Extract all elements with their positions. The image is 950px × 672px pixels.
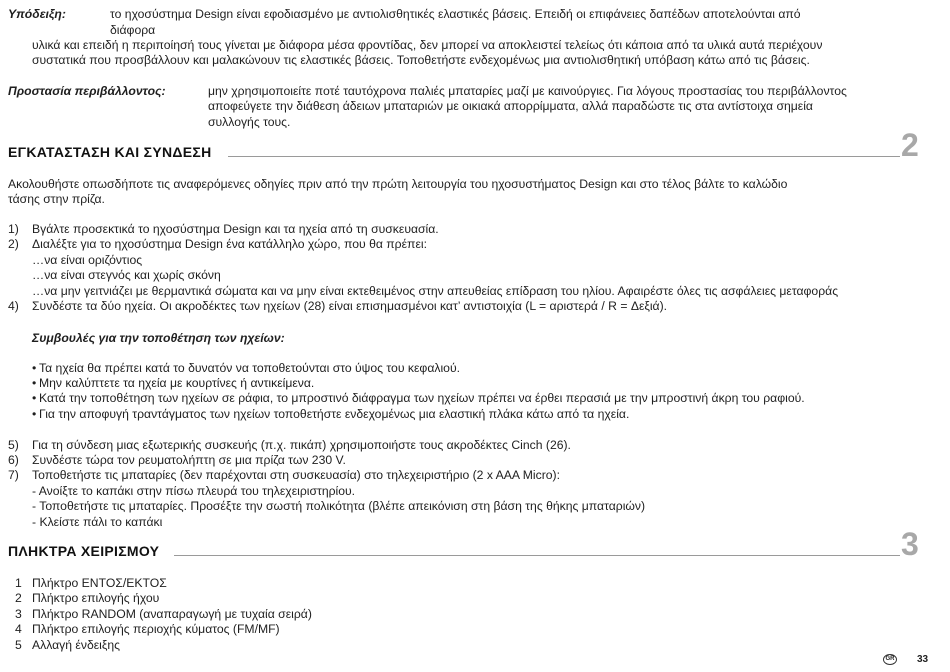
step-number: 1) [8, 222, 19, 236]
environment-label: Προστασία περιβάλλοντος: [8, 84, 166, 98]
environment-line: συλλογής τους. [208, 115, 291, 129]
tip-text: Τα ηχεία θα πρέπει κατά το δυνατόν να τοποθετούνται στο ύψος του κεφαλιού. [39, 361, 460, 375]
sub-item: …να είναι οριζόντιος [32, 253, 143, 267]
step-text: Συνδέστε τώρα τον ρευματολήπτη σε μια πρίζα των 230 V. [32, 453, 346, 467]
section-number: 2 [901, 127, 919, 163]
key-label: Αλλαγή ένδειξης [32, 638, 120, 652]
key-label: Πλήκτρο ΕΝΤΟΣ/ΕΚΤΟΣ [32, 576, 167, 590]
intro-line: τάσης στην πρίζα. [8, 192, 105, 206]
sub-item: …να μην γειτνιάζει με θερμαντικά σώματα και να μην είναι εκτεθειμένος στην απευθείας επίδραση του ηλίου. Αφαιρέστε όλες τις ασφάλειες μεταφοράς [32, 284, 839, 298]
key-number: 3 [15, 607, 22, 621]
key-number: 5 [15, 638, 22, 652]
note-line: υλικά και επειδή η περιποίησή τους γίνεται με διάφορα μέσα φροντίδας, δεν μπορεί να αποκλειστεί τελείως ότι κάποια από τα υλικά αυτά περιέχουν [32, 38, 823, 52]
note-line: συστατικά που προσβάλλουν και μαλακώνουν τις ελαστικές βάσεις. Τοποθετήστε ενδεχομένως μια αντιολισθητική υπόβαση κάτω από τις βάσεις. [32, 53, 810, 67]
section-number: 3 [901, 526, 919, 562]
tip-text: Μην καλύπτετε τα ηχεία με κουρτίνες ή αντικείμενα. [39, 376, 315, 390]
language-badge: GR [883, 654, 897, 665]
key-label: Πλήκτρο επιλογής ήχου [32, 591, 160, 605]
note-line: διάφορα [110, 23, 156, 37]
section-rule [228, 156, 900, 157]
bullet-icon: • [32, 391, 37, 405]
step-text: Συνδέστε τα δύο ηχεία. Οι ακροδέκτες των ηχείων (28) είναι επισημασμένοι κατ’ αντιστοιχία (L = αριστερά / R = Δεξιά). [32, 299, 668, 313]
section-title: ΕΓΚΑΤΑΣΤΑΣΗ ΚΑΙ ΣΥΝΔΕΣΗ [8, 144, 212, 160]
step-text: Διαλέξτε για το ηχοσύστημα Design ένα κατάλληλο χώρο, που θα πρέπει: [32, 237, 427, 251]
note-line: το ηχοσύστημα Design είναι εφοδιασμένο με αντιολισθητικές ελαστικές βάσεις. Επειδή οι επιφάνειες δαπέδων αποτελούνται από [110, 7, 801, 21]
key-number: 1 [15, 576, 22, 590]
battery-step: - Τοποθετήστε τις μπαταρίες. Προσέξτε την σωστή πολικότητα (βλέπε απεικόνιση στη βάση της θήκης μπαταριών) [32, 499, 646, 513]
tip-text: Κατά την τοποθέτηση των ηχείων σε ράφια, το μπροστινό διάφραγμα των ηχείων πρέπει να έρθει περασιά με την μπροστινή άκρη του ραφιού. [39, 391, 805, 405]
battery-step: - Ανοίξτε το καπάκι στην πίσω πλευρά του τηλεχειριστηρίου. [32, 484, 356, 498]
intro-line: Ακολουθήστε οπωσδήποτε τις αναφερόμενες οδηγίες πριν από την πρώτη λειτουργία του ηχοσυστήματος Design και στο τέλος βάλτε το καλώδιο [8, 177, 788, 191]
key-label: Πλήκτρο RANDOM (αναπαραγωγή με τυχαία σειρά) [32, 607, 312, 621]
step-number: 4) [8, 299, 19, 313]
tip-item [32, 407, 629, 421]
bullet-icon: • [32, 361, 37, 375]
page-number: 33 [917, 654, 929, 665]
key-number: 2 [15, 591, 22, 605]
battery-step: - Κλείστε πάλι το καπάκι [32, 515, 163, 529]
step-text: Τοποθετήστε τις μπαταρίες (δεν παρέχονται στη συσκευασία) στο τηλεχειριστήριο (2 x AAA Micro): [32, 468, 560, 482]
bullet-icon: • [32, 407, 37, 421]
sub-item: …να είναι στεγνός και χωρίς σκόνη [32, 268, 221, 282]
tips-title: Συμβουλές για την τοποθέτηση των ηχείων: [32, 331, 285, 345]
note-label: Υπόδειξη: [8, 7, 66, 21]
step-number: 2) [8, 237, 19, 251]
step-text: Βγάλτε προσεκτικά το ηχοσύστημα Design και τα ηχεία από τη συσκευασία. [32, 222, 439, 236]
tip-item [32, 391, 805, 405]
bullet-icon: • [32, 376, 37, 390]
key-number: 4 [15, 622, 22, 636]
environment-line: μην χρησιμοποιείτε ποτέ ταυτόχρονα παλιές μπαταρίες μαζί με καινούργιες. Για λόγους προστασίας του περιβάλλοντος [208, 84, 847, 98]
tip-text: Για την αποφυγή τραντάγματος των ηχείων τοποθετήστε ενδεχομένως μια ελαστική πλάκα κάτω από τα ηχεία. [39, 407, 630, 421]
section-title: ΠΛΗΚΤΡΑ ΧΕΙΡΙΣΜΟΥ [8, 543, 160, 559]
section-rule [174, 555, 900, 556]
step-number: 7) [8, 468, 19, 482]
step-number: 5) [8, 438, 19, 452]
environment-line: αποφεύγετε την διάθεση άδειων μπαταριών με οικιακά απορρίμματα, αλλά παραδώστε τις στα αντίστοιχα σημεία [208, 99, 813, 113]
step-text: Για τη σύνδεση μιας εξωτερικής συσκευής (π.χ. πικάπ) χρησιμοποιήστε τους ακροδέκτες Cinch (26). [32, 438, 571, 452]
tip-item [32, 361, 460, 375]
key-label: Πλήκτρο επιλογής περιοχής κύματος (FM/MF) [32, 622, 280, 636]
step-number: 6) [8, 453, 19, 467]
tip-item [32, 376, 314, 390]
